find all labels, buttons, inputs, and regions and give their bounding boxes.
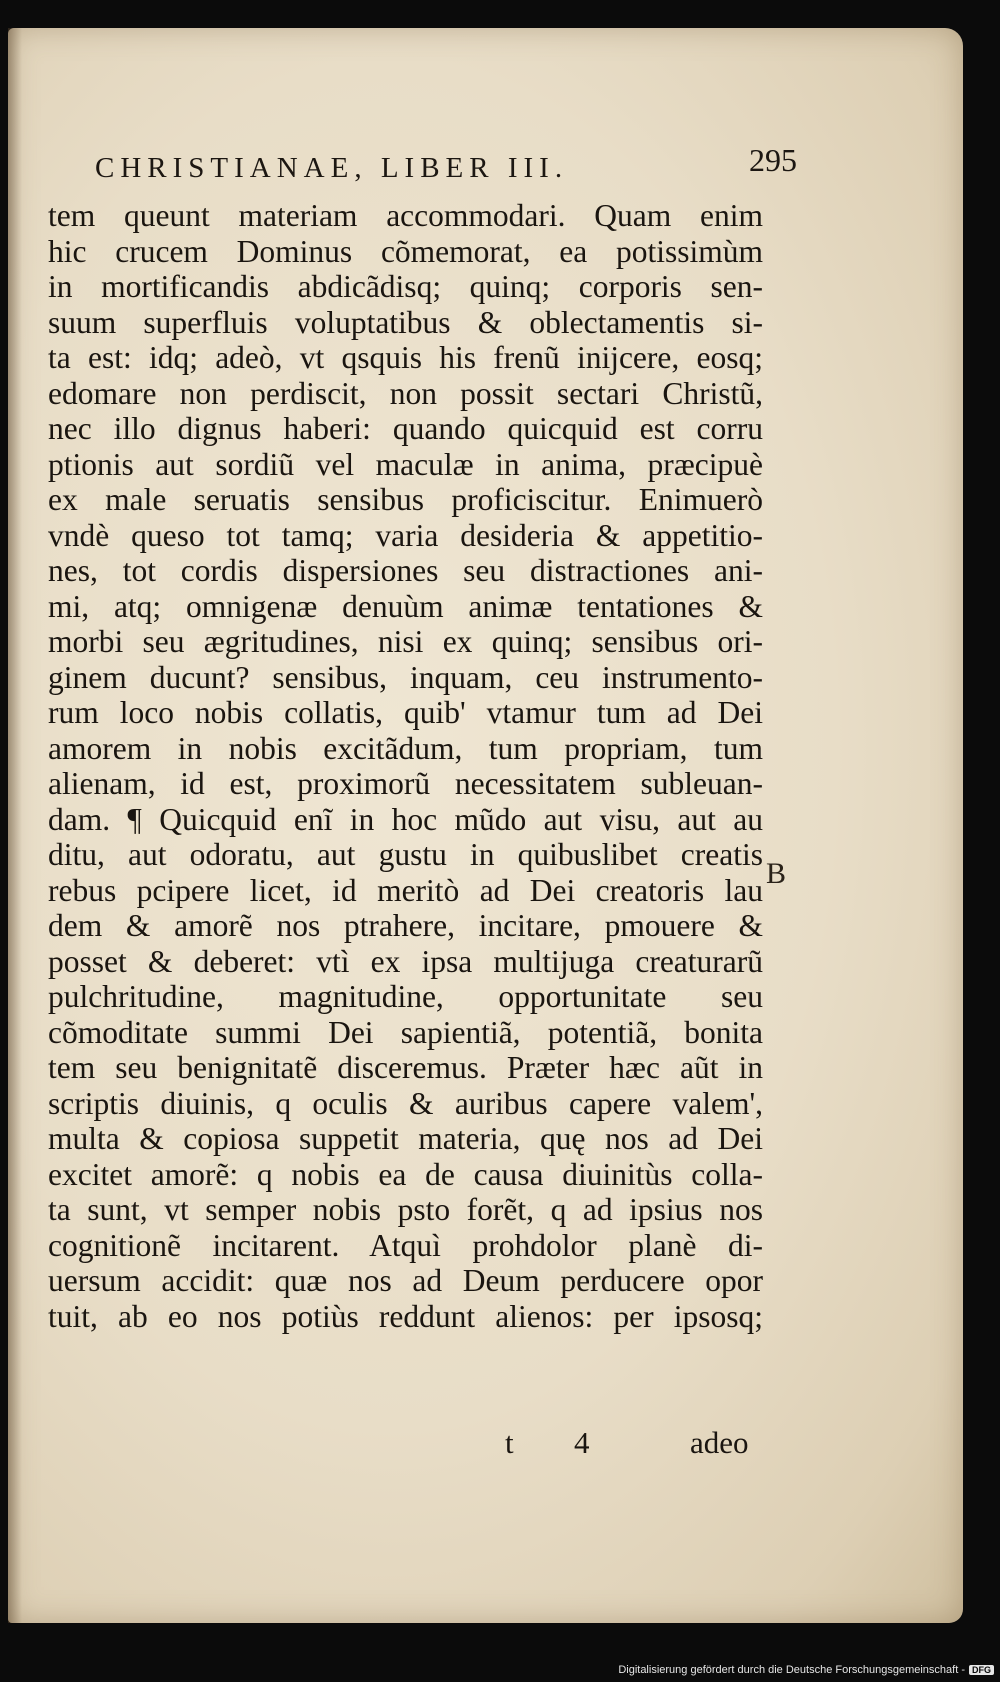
page-gutter-shadow bbox=[8, 28, 22, 1623]
text-line: edomare non perdiscit, non possit sectari Christũ, bbox=[48, 375, 763, 411]
text-line: vndè queso tot tamq; varia desideria & appetitio- bbox=[48, 517, 763, 553]
text-line: dam. ¶ Quicquid enĩ in hoc mũdo aut visu, aut au bbox=[48, 801, 763, 837]
text-line: cognitionẽ incitarent. Atquì prohdolor planè di- bbox=[48, 1227, 763, 1263]
text-line: alienam, id est, proximorũ necessitatem subleuan- bbox=[48, 766, 763, 801]
text-line: in mortificandis abdicãdisq; quinq; corporis sen- bbox=[48, 269, 763, 304]
text-line: rum loco nobis collatis, quib' vtamur tum ad Dei bbox=[48, 695, 763, 730]
text-line: mi, atq; omnigenæ denuùm animæ tentationes & bbox=[48, 588, 763, 624]
signature-number: 4 bbox=[574, 1425, 590, 1460]
page-header bbox=[95, 142, 797, 190]
text-line: uersum accidit: quæ nos ad Deum perducere opor bbox=[48, 1263, 763, 1298]
signature-mark: t bbox=[505, 1425, 514, 1460]
page-number: 295 bbox=[749, 142, 797, 178]
text-line: suum superfluis voluptatibus & oblectamentis si- bbox=[48, 304, 763, 340]
text-line: scriptis diuinis, q oculis & auribus capere valem', bbox=[48, 1085, 763, 1121]
text-line: ta est: idq; adeò, vt qsquis his frenũ inijcere, eosq; bbox=[48, 340, 763, 375]
text-line: dem & amorẽ nos ptrahere, incitare, pmouere & bbox=[48, 908, 763, 943]
text-line: tem seu benignitatẽ disceremus. Præter hæc aũt in bbox=[48, 1050, 763, 1085]
text-line: tem queunt materiam accommodari. Quam enim bbox=[48, 198, 763, 233]
margin-letter: B bbox=[766, 857, 787, 890]
catchword: adeo bbox=[690, 1425, 749, 1460]
text-line: hic crucem Dominus cõmemorat, ea potissimùm bbox=[48, 233, 763, 269]
text-line: excitet amorẽ: q nobis ea de causa diuinitùs colla- bbox=[48, 1156, 763, 1192]
text-line: ginem ducunt? sensibus, inquam, ceu instrumento- bbox=[48, 659, 763, 695]
text-line: ex male seruatis sensibus proficiscitur. Enimuerò bbox=[48, 482, 763, 517]
text-line: pulchritudine, magnitudine, opportunitate seu bbox=[48, 979, 763, 1014]
text-line: rebus pcipere licet, id meritò ad Dei creatoris lau bbox=[48, 872, 763, 908]
dfg-logo: DFG bbox=[969, 1665, 994, 1675]
body-text bbox=[48, 198, 763, 1334]
text-line: ditu, aut odoratu, aut gustu in quibuslibet creatis bbox=[48, 837, 763, 872]
credit-text: Digitalisierung gefördert durch die Deutsche Forschungsgemeinschaft - bbox=[618, 1664, 965, 1676]
text-line: nec illo dignus haberi: quando quicquid est corru bbox=[48, 411, 763, 446]
text-line: cõmoditate summi Dei sapientiã, potentiã, bonita bbox=[48, 1014, 763, 1050]
text-line: ta sunt, vt semper nobis psto forẽt, q ad ipsius nos bbox=[48, 1192, 763, 1227]
running-title: CHRISTIANAE, LIBER III. bbox=[95, 152, 569, 184]
page-footer bbox=[0, 1425, 1000, 1465]
text-line: nes, tot cordis dispersiones seu distractiones ani- bbox=[48, 553, 763, 588]
text-line: ptionis aut sordiũ vel maculæ in anima, præcipuè bbox=[48, 446, 763, 482]
text-line: tuit, ab eo nos potiùs reddunt alienos: per ipsosq; bbox=[48, 1298, 763, 1334]
text-line: amorem in nobis excitãdum, tum propriam, tum bbox=[48, 730, 763, 766]
text-line: multa & copiosa suppetit materia, quę nos ad Dei bbox=[48, 1121, 763, 1156]
text-line: morbi seu ægritudines, nisi ex quinq; sensibus ori- bbox=[48, 624, 763, 659]
text-line: posset & deberet: vtì ex ipsa multijuga creaturarũ bbox=[48, 943, 763, 979]
digitization-credit bbox=[618, 1664, 994, 1676]
